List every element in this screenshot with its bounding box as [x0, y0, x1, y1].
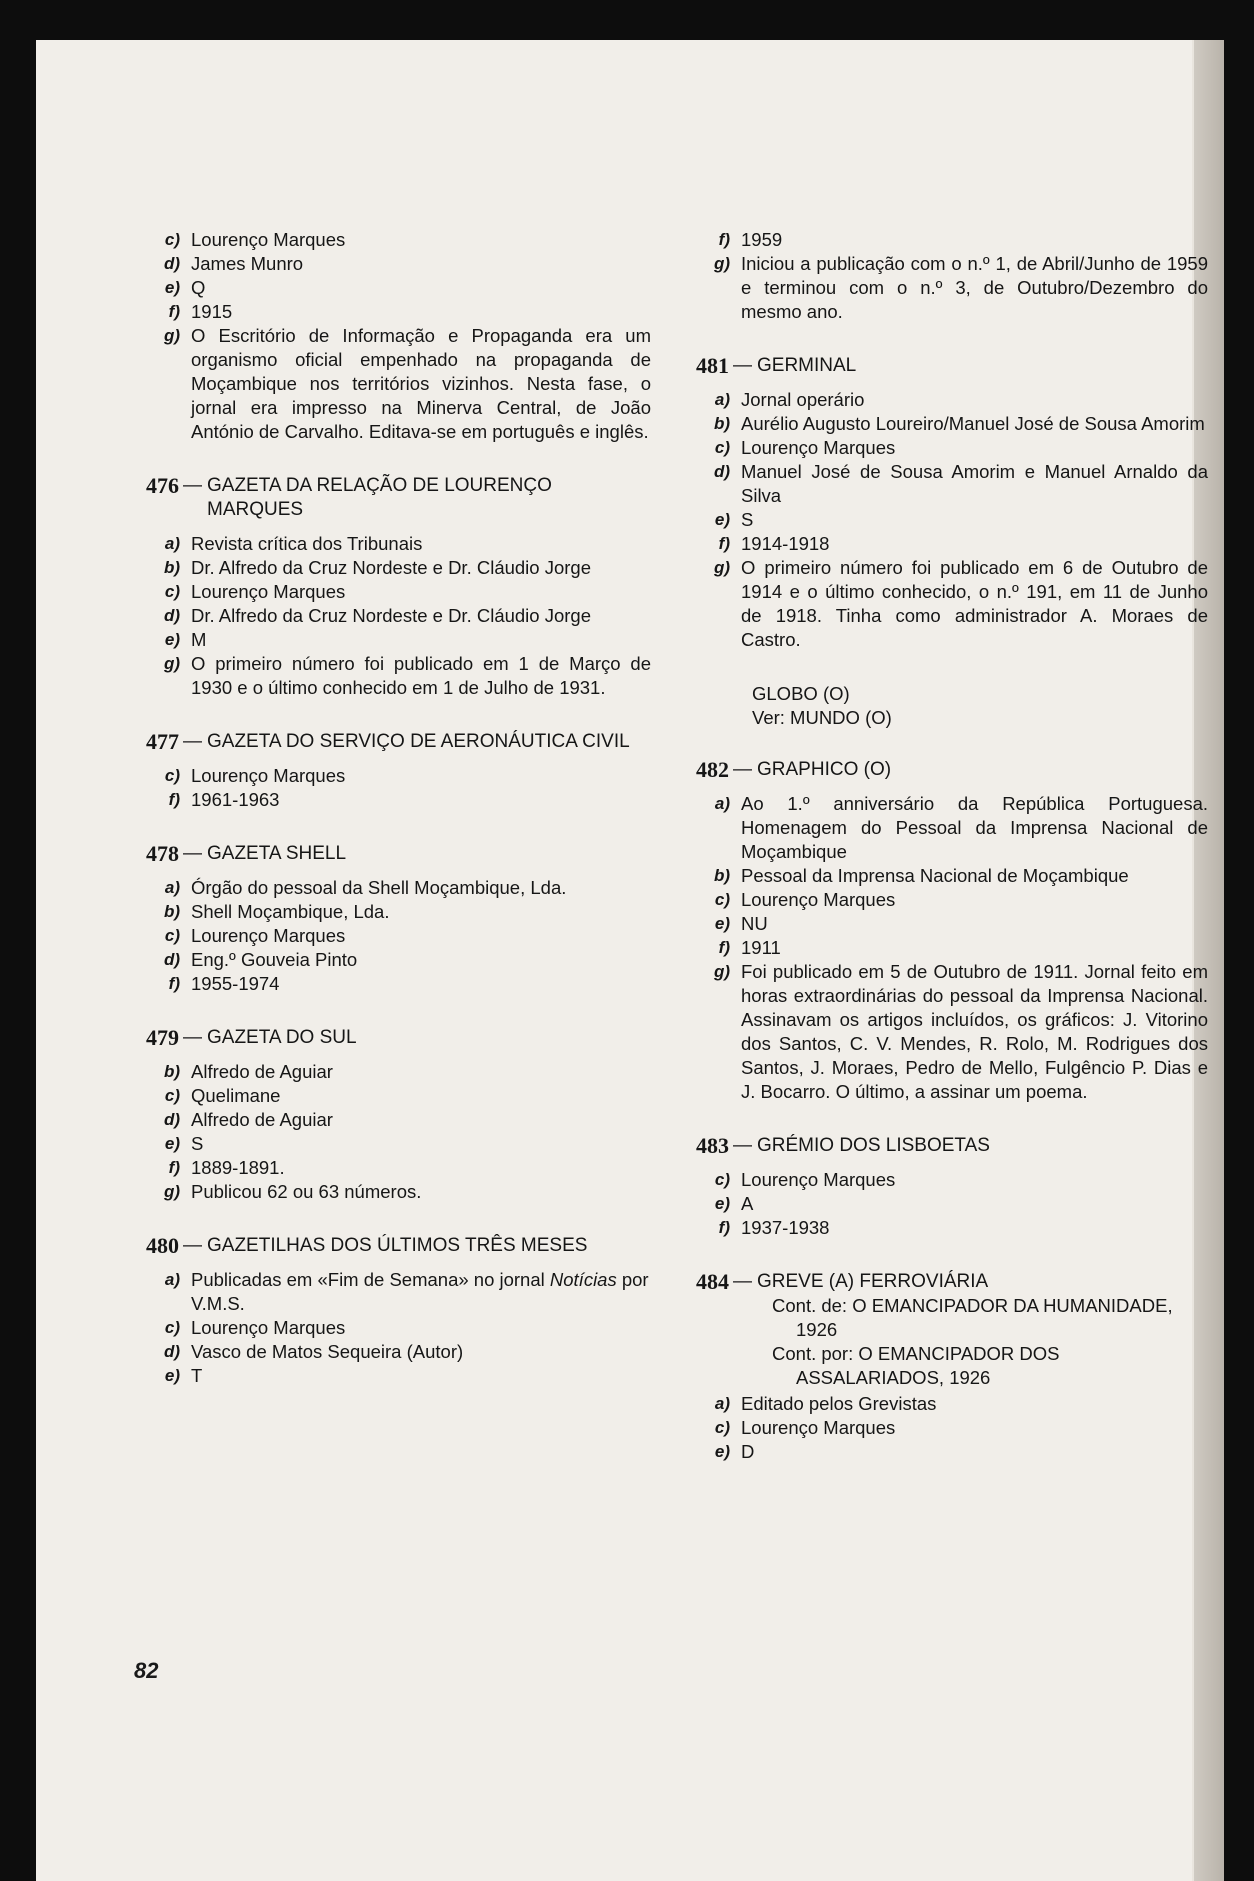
entry-480b-continuation — [696, 228, 1208, 324]
entry-row: c) Quelimane — [164, 1085, 281, 1106]
cross-reference: Ver: MUNDO (O) — [752, 707, 892, 728]
entry-484 — [696, 1270, 1208, 1464]
entry-row: a) Órgão do pessoal da Shell Moçambique, Lda. — [164, 877, 567, 898]
entry-row: c) Lourenço Marques — [164, 1317, 346, 1338]
entry-row: f) 1937-1938 — [718, 1217, 830, 1238]
entry-row: d) Vasco de Matos Sequeira (Autor) — [163, 1341, 464, 1362]
entry-heading: 481 — GERMINAL — [696, 353, 857, 378]
entry-row: g) O primeiro número foi publicado em 6 de Outubro de 1914 e o último conhecido, o n.º 191, em 11 de Junho de 1918. Tinha como administrador A. Moraes de Castro. — [713, 557, 1208, 650]
entry-row: d) Alfredo de Aguiar — [163, 1109, 333, 1130]
entry-row: e) S — [164, 1133, 204, 1154]
entry-row: a) Ao 1.º anniversário da República Portuguesa. Homenagem do Pessoal da Imprensa Nacional de Moçambique — [714, 793, 1208, 862]
entry-row: b) Pessoal da Imprensa Nacional de Moçambique — [713, 865, 1129, 886]
entry-row: f) 1889-1891. — [168, 1157, 285, 1178]
entry-row: a) Jornal operário — [714, 389, 865, 410]
entry-480 — [146, 1234, 651, 1388]
book-page — [36, 40, 1224, 1881]
entry-row: c) Lourenço Marques — [164, 925, 346, 946]
entry-row: e) A — [714, 1193, 754, 1214]
entry-475-continuation — [146, 228, 651, 444]
entry-row: f) 1961-1963 — [168, 789, 280, 810]
entry-row: d) James Munro — [163, 253, 304, 274]
entry-row: a) Publicadas em «Fim de Semana» no jornal Notícias por V.M.S. — [164, 1269, 649, 1314]
entry-483 — [696, 1134, 1208, 1240]
entry-row: e) Q — [164, 277, 206, 298]
entry-row: f) 1915 — [168, 301, 233, 322]
entry-row: d) Dr. Alfredo da Cruz Nordeste e Dr. Cláudio Jorge — [163, 605, 591, 626]
entry-row: g) O primeiro número foi publicado em 1 de Março de 1930 e o último conhecido em 1 de Julho de 1931. — [163, 653, 651, 698]
entry-row: b) Aurélio Augusto Loureiro/Manuel José de Sousa Amorim — [713, 413, 1205, 434]
right-column — [696, 228, 1208, 1494]
entry-row: f) 1955-1974 — [168, 973, 280, 994]
continuation-by: Cont. por: O EMANCIPADOR DOS ASSALARIADOS, 1926 — [772, 1343, 1060, 1388]
entry-heading: 477 — GAZETA DO SERVIÇO DE AERONÁUTICA CIVIL — [146, 729, 630, 754]
left-column — [146, 228, 651, 1418]
entry-row: f) 1914-1918 — [718, 533, 830, 554]
entry-heading: 480 — GAZETILHAS DOS ÚLTIMOS TRÊS MESES — [146, 1233, 588, 1258]
entry-globo — [696, 682, 1208, 730]
entry-row: e) M — [164, 629, 207, 650]
entry-row: g) Publicou 62 ou 63 números. — [163, 1181, 422, 1202]
entry-476 — [146, 474, 651, 700]
newspaper-title: Notícias — [549, 1269, 617, 1290]
entry-heading: 483 — GRÉMIO DOS LISBOETAS — [696, 1133, 990, 1158]
entry-row: c) Lourenço Marques — [164, 229, 346, 250]
entry-row: b) Shell Moçambique, Lda. — [163, 901, 390, 922]
entry-heading: 476 — GAZETA DA RELAÇÃO DE LOURENÇO MARQUES — [146, 473, 552, 520]
entry-row: g) Foi publicado em 5 de Outubro de 1911. Jornal feito em horas extraordinárias do pessoal da Imprensa Nacional. Assinavam os artigos incluídos, os gráficos: J. Vitorino dos Santos, C. V. Mendes, R. Rolo, M. Rodrigues dos Santos, J. Moraes, Pedro de Mello, Fulgêncio P. Dias e J. Bocarro. O último, a assinar um poema. — [713, 961, 1208, 1102]
entry-row: e) S — [714, 509, 754, 530]
entry-482 — [696, 758, 1208, 1104]
entry-row: d) Manuel José de Sousa Amorim e Manuel Arnaldo da Silva — [713, 461, 1208, 506]
cross-reference: GLOBO (O) — [752, 683, 850, 704]
entry-row: e) D — [714, 1441, 755, 1462]
entry-row: c) Lourenço Marques — [714, 1417, 896, 1438]
entry-row: b) Alfredo de Aguiar — [163, 1061, 333, 1082]
entry-row: e) T — [164, 1365, 203, 1386]
entry-row: b) Dr. Alfredo da Cruz Nordeste e Dr. Cláudio Jorge — [163, 557, 591, 578]
entry-row: c) Lourenço Marques — [164, 581, 346, 602]
entry-479 — [146, 1026, 651, 1204]
entry-row: f) 1911 — [718, 937, 781, 958]
continuation-from: Cont. de: O EMANCIPADOR DA HUMANIDADE, 1926 — [772, 1295, 1173, 1340]
entry-row: c) Lourenço Marques — [164, 765, 346, 786]
entry-heading: 479 — GAZETA DO SUL — [146, 1025, 357, 1050]
entry-row: g) O Escritório de Informação e Propaganda era um organismo oficial empenhado na propaganda de Moçambique nos territórios vizinhos. Nesta fase, o jornal era impresso na Minerva Central, de João António de Carvalho. Editava-se em português e inglês. — [163, 325, 651, 442]
entry-heading: 478 — GAZETA SHELL — [146, 841, 347, 866]
entry-row: c) Lourenço Marques — [714, 889, 896, 910]
entry-row: a) Editado pelos Grevistas — [714, 1393, 937, 1414]
entry-heading: 482 — GRAPHICO (O) — [696, 757, 892, 782]
entry-row: d) Eng.º Gouveia Pinto — [163, 949, 358, 970]
entry-row: a) Revista crítica dos Tribunais — [164, 533, 423, 554]
entry-row: g) Iniciou a publicação com o n.º 1, de Abril/Junho de 1959 e terminou com o n.º 3, de Outubro/Dezembro do mesmo ano. — [713, 253, 1208, 322]
entry-row: e) NU — [714, 913, 768, 934]
entry-row: f) 1959 — [718, 229, 783, 250]
entry-481 — [696, 354, 1208, 652]
entry-row: c) Lourenço Marques — [714, 1169, 896, 1190]
entry-477 — [146, 730, 651, 812]
entry-row: c) Lourenço Marques — [714, 437, 896, 458]
entry-heading: 484 — GREVE (A) FERROVIÁRIA — [696, 1269, 989, 1294]
entry-478 — [146, 842, 651, 996]
page-number: 82 — [134, 1658, 159, 1683]
